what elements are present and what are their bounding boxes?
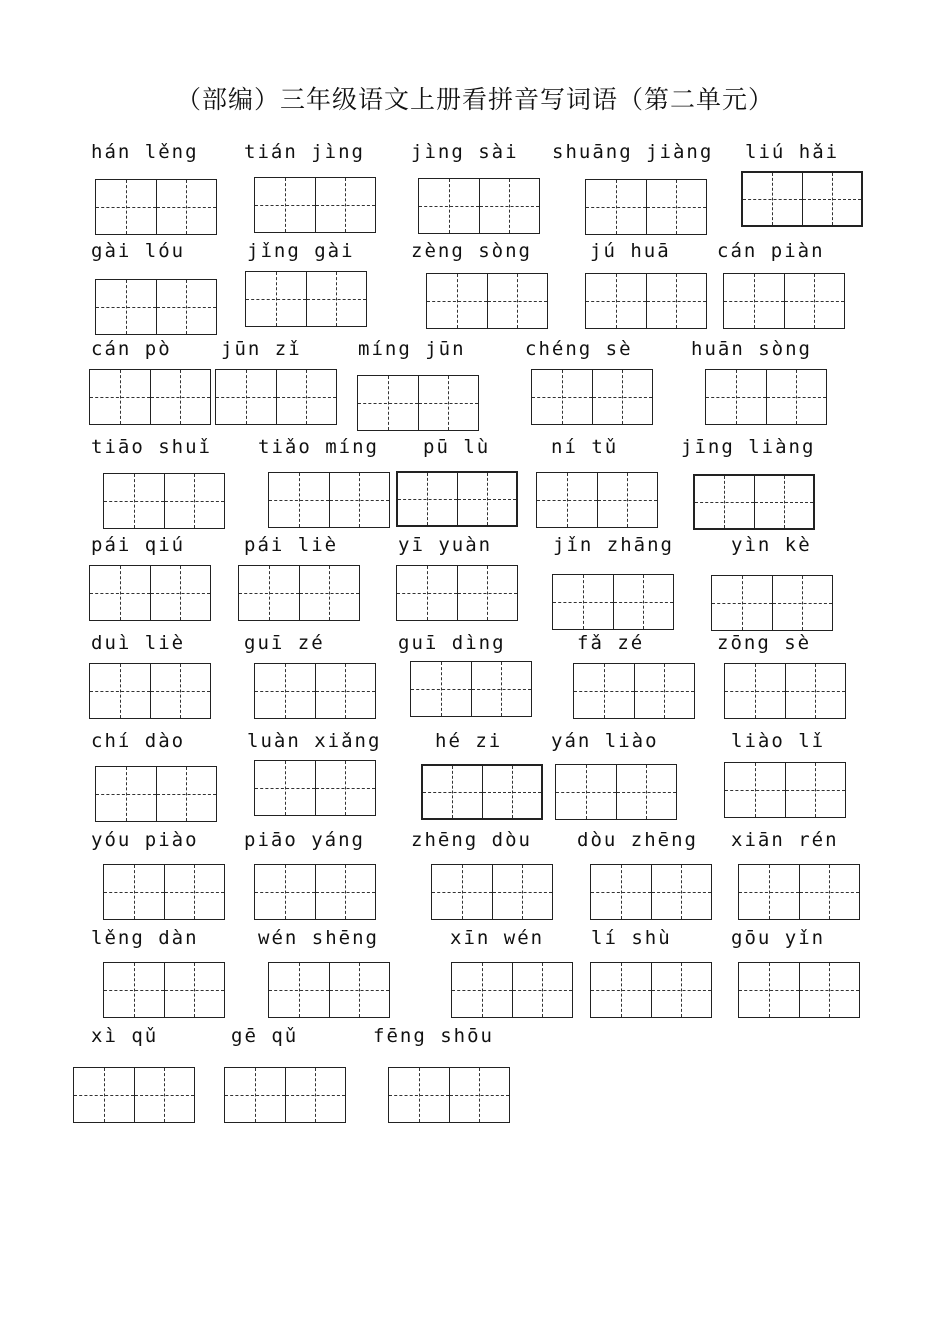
writing-grid[interactable] <box>103 473 225 529</box>
pinyin-prompt: guī dìng <box>398 632 506 654</box>
tian-cell[interactable] <box>449 1068 510 1122</box>
tian-cell[interactable] <box>634 664 695 718</box>
tian-cell[interactable] <box>411 662 471 716</box>
writing-grid[interactable] <box>555 764 677 820</box>
tian-cell[interactable] <box>457 473 517 525</box>
tian-cell[interactable] <box>225 1068 285 1122</box>
tian-cell[interactable] <box>315 178 376 232</box>
writing-grid[interactable] <box>724 762 846 818</box>
pinyin-prompt: chí dào <box>91 730 186 752</box>
tian-cell[interactable] <box>482 766 542 818</box>
pinyin-prompt: tián jìng <box>244 141 365 163</box>
pinyin-prompt: jūn zǐ <box>221 338 302 360</box>
writing-grid[interactable] <box>95 179 217 235</box>
tian-cell[interactable] <box>398 473 457 525</box>
pinyin-prompt: pái qiú <box>91 534 186 556</box>
tian-cell[interactable] <box>96 280 156 334</box>
tian-cell[interactable] <box>329 963 390 1017</box>
tian-cell[interactable] <box>452 963 512 1017</box>
tian-cell[interactable] <box>156 280 217 334</box>
tian-cell[interactable] <box>592 370 653 424</box>
tian-cell[interactable] <box>164 865 225 919</box>
pinyin-prompt: fēng shōu <box>373 1025 494 1047</box>
writing-grid[interactable] <box>224 1067 346 1123</box>
writing-grid[interactable] <box>724 663 846 719</box>
tian-cell[interactable] <box>532 370 592 424</box>
tian-cell[interactable] <box>574 664 634 718</box>
tian-cell[interactable] <box>418 376 479 430</box>
tian-cell[interactable] <box>419 179 479 233</box>
tian-cell[interactable] <box>739 963 799 1017</box>
tian-cell[interactable] <box>725 763 785 817</box>
writing-grid[interactable] <box>738 962 860 1018</box>
tian-cell[interactable] <box>695 476 754 528</box>
tian-cell[interactable] <box>134 1068 195 1122</box>
pinyin-prompt: luàn xiǎng <box>247 730 382 752</box>
pinyin-prompt: gē qǔ <box>231 1025 299 1047</box>
pinyin-prompt: guī zé <box>244 632 325 654</box>
tian-cell[interactable] <box>150 370 211 424</box>
tian-cell[interactable] <box>772 576 833 630</box>
worksheet-row <box>0 632 950 730</box>
writing-grid[interactable] <box>418 178 540 234</box>
pinyin-prompt: zhēng dòu <box>411 829 532 851</box>
tian-cell[interactable] <box>471 662 532 716</box>
tian-cell[interactable] <box>315 664 376 718</box>
tian-cell[interactable] <box>724 274 784 328</box>
tian-cell[interactable] <box>586 274 646 328</box>
writing-grid[interactable] <box>254 760 376 816</box>
writing-grid[interactable] <box>410 661 532 717</box>
writing-grid[interactable] <box>89 663 211 719</box>
writing-grid[interactable] <box>741 171 863 227</box>
tian-cell[interactable] <box>150 566 211 620</box>
tian-cell[interactable] <box>96 767 156 821</box>
worksheet-row <box>0 436 950 534</box>
tian-cell[interactable] <box>785 763 846 817</box>
writing-grid[interactable] <box>396 471 518 527</box>
tian-cell[interactable] <box>164 474 225 528</box>
writing-grid[interactable] <box>426 273 548 329</box>
pinyin-prompt: liào lǐ <box>731 730 826 752</box>
tian-cell[interactable] <box>512 963 573 1017</box>
tian-cell[interactable] <box>553 575 613 629</box>
pinyin-prompt: chéng sè <box>525 338 633 360</box>
tian-cell[interactable] <box>423 766 482 818</box>
writing-grid[interactable] <box>723 273 845 329</box>
tian-cell[interactable] <box>246 272 306 326</box>
tian-cell[interactable] <box>739 865 799 919</box>
tian-cell[interactable] <box>586 180 646 234</box>
tian-cell[interactable] <box>706 370 766 424</box>
writing-grid[interactable] <box>693 474 815 530</box>
worksheet-row <box>0 534 950 632</box>
writing-grid[interactable] <box>103 864 225 920</box>
worksheet-row <box>0 1025 950 1123</box>
tian-cell[interactable] <box>104 963 164 1017</box>
tian-cell[interactable] <box>164 963 225 1017</box>
pinyin-prompt: jǐn zhāng <box>553 534 674 556</box>
writing-grid[interactable] <box>585 179 707 235</box>
tian-cell[interactable] <box>785 664 846 718</box>
writing-grid[interactable] <box>388 1067 510 1123</box>
tian-cell[interactable] <box>479 179 540 233</box>
writing-grid[interactable] <box>268 472 390 528</box>
pinyin-prompt: cán pò <box>91 338 172 360</box>
tian-cell[interactable] <box>799 865 860 919</box>
writing-grid[interactable] <box>215 369 337 425</box>
pinyin-prompt: yán liào <box>551 730 659 752</box>
pinyin-prompt: zèng sòng <box>411 240 532 262</box>
tian-cell[interactable] <box>104 474 164 528</box>
pinyin-prompt: liú hǎi <box>745 141 840 163</box>
tian-cell[interactable] <box>329 473 390 527</box>
pinyin-prompt: fǎ zé <box>577 632 645 654</box>
tian-cell[interactable] <box>255 664 315 718</box>
pinyin-prompt: yī yuàn <box>398 534 493 556</box>
pinyin-prompt: duì liè <box>91 632 186 654</box>
tian-cell[interactable] <box>269 963 329 1017</box>
writing-grid[interactable] <box>254 177 376 233</box>
pinyin-prompt: jīng liàng <box>681 436 816 458</box>
tian-cell[interactable] <box>712 576 772 630</box>
worksheet-row <box>0 240 950 338</box>
writing-grid[interactable] <box>531 369 653 425</box>
tian-cell[interactable] <box>239 566 299 620</box>
writing-grid[interactable] <box>573 663 695 719</box>
pinyin-prompt: jǐng gài <box>247 240 355 262</box>
tian-cell[interactable] <box>591 865 651 919</box>
pinyin-prompt: lí shù <box>591 927 672 949</box>
pinyin-prompt: pái liè <box>244 534 339 556</box>
writing-grid[interactable] <box>711 575 833 631</box>
tian-cell[interactable] <box>427 274 487 328</box>
writing-grid[interactable] <box>396 565 518 621</box>
writing-grid[interactable] <box>254 864 376 920</box>
pinyin-prompt: míng jūn <box>358 338 466 360</box>
tian-cell[interactable] <box>613 575 674 629</box>
tian-cell[interactable] <box>799 963 860 1017</box>
pinyin-prompt: yìn kè <box>731 534 812 556</box>
pinyin-prompt: hán lěng <box>91 141 199 163</box>
tian-cell[interactable] <box>156 180 217 234</box>
pinyin-prompt: jìng sài <box>411 141 519 163</box>
pinyin-prompt: yóu piào <box>91 829 199 851</box>
page-title: （部编）三年级语文上册看拼音写词语（第二单元） <box>175 85 774 114</box>
tian-cell[interactable] <box>646 274 707 328</box>
tian-cell[interactable] <box>597 473 658 527</box>
tian-cell[interactable] <box>285 1068 346 1122</box>
pinyin-prompt: lěng dàn <box>91 927 199 949</box>
tian-cell[interactable] <box>315 865 376 919</box>
pinyin-prompt: wén shēng <box>258 927 379 949</box>
tian-cell[interactable] <box>216 370 276 424</box>
tian-cell[interactable] <box>96 180 156 234</box>
tian-cell[interactable] <box>104 865 164 919</box>
writing-grid[interactable] <box>431 864 553 920</box>
tian-cell[interactable] <box>802 173 862 225</box>
pinyin-prompt: dòu zhēng <box>577 829 698 851</box>
pinyin-prompt: shuāng jiàng <box>552 141 714 163</box>
writing-grid[interactable] <box>585 273 707 329</box>
worksheet-row <box>0 730 950 828</box>
pinyin-prompt: hé zi <box>435 730 503 752</box>
tian-cell[interactable] <box>299 566 360 620</box>
tian-cell[interactable] <box>269 473 329 527</box>
tian-cell[interactable] <box>156 767 217 821</box>
writing-grid[interactable] <box>357 375 479 431</box>
tian-cell[interactable] <box>651 865 712 919</box>
pinyin-prompt: jú huā <box>590 240 671 262</box>
pinyin-prompt: pū lù <box>423 436 491 458</box>
tian-cell[interactable] <box>457 566 518 620</box>
pinyin-prompt: gōu yǐn <box>731 927 826 949</box>
writing-grid[interactable] <box>254 663 376 719</box>
tian-cell[interactable] <box>358 376 418 430</box>
writing-grid[interactable] <box>451 962 573 1018</box>
writing-grid[interactable] <box>95 279 217 335</box>
tian-cell[interactable] <box>150 664 211 718</box>
writing-grid[interactable] <box>89 565 211 621</box>
writing-grid[interactable] <box>245 271 367 327</box>
worksheet-row <box>0 927 950 1025</box>
pinyin-prompt: xì qǔ <box>91 1025 159 1047</box>
pinyin-prompt: piāo yáng <box>244 829 365 851</box>
tian-cell[interactable] <box>784 274 845 328</box>
tian-cell[interactable] <box>397 566 457 620</box>
tian-cell[interactable] <box>537 473 597 527</box>
tian-cell[interactable] <box>432 865 492 919</box>
tian-cell[interactable] <box>74 1068 134 1122</box>
tian-cell[interactable] <box>725 664 785 718</box>
pinyin-prompt: xiān rén <box>731 829 839 851</box>
writing-grid[interactable] <box>421 764 543 820</box>
tian-cell[interactable] <box>389 1068 449 1122</box>
tian-cell[interactable] <box>754 476 814 528</box>
worksheet-row <box>0 829 950 927</box>
worksheet-row <box>0 338 950 436</box>
tian-cell[interactable] <box>276 370 337 424</box>
tian-cell[interactable] <box>616 765 677 819</box>
writing-grid[interactable] <box>95 766 217 822</box>
tian-cell[interactable] <box>646 180 707 234</box>
pinyin-prompt: tiǎo míng <box>258 436 379 458</box>
tian-cell[interactable] <box>306 272 367 326</box>
tian-cell[interactable] <box>315 761 376 815</box>
writing-grid[interactable] <box>268 962 390 1018</box>
tian-cell[interactable] <box>255 761 315 815</box>
pinyin-prompt: xīn wén <box>450 927 545 949</box>
tian-cell[interactable] <box>255 865 315 919</box>
pinyin-prompt: zōng sè <box>717 632 812 654</box>
pinyin-prompt: ní tǔ <box>551 436 619 458</box>
writing-grid[interactable] <box>590 864 712 920</box>
writing-grid[interactable] <box>536 472 658 528</box>
tian-cell[interactable] <box>743 173 802 225</box>
writing-grid[interactable] <box>738 864 860 920</box>
pinyin-prompt: cán piàn <box>717 240 825 262</box>
tian-cell[interactable] <box>492 865 553 919</box>
tian-cell[interactable] <box>255 178 315 232</box>
tian-cell[interactable] <box>90 370 150 424</box>
writing-grid[interactable] <box>552 574 674 630</box>
writing-grid[interactable] <box>238 565 360 621</box>
tian-cell[interactable] <box>556 765 616 819</box>
tian-cell[interactable] <box>90 566 150 620</box>
tian-cell[interactable] <box>766 370 827 424</box>
pinyin-prompt: gài lóu <box>91 240 186 262</box>
writing-grid[interactable] <box>89 369 211 425</box>
writing-grid[interactable] <box>103 962 225 1018</box>
writing-grid[interactable] <box>705 369 827 425</box>
tian-cell[interactable] <box>90 664 150 718</box>
tian-cell[interactable] <box>591 963 651 1017</box>
tian-cell[interactable] <box>487 274 548 328</box>
writing-grid[interactable] <box>590 962 712 1018</box>
tian-cell[interactable] <box>651 963 712 1017</box>
writing-grid[interactable] <box>73 1067 195 1123</box>
pinyin-prompt: tiāo shuǐ <box>91 436 212 458</box>
worksheet-row <box>0 141 950 239</box>
pinyin-prompt: huān sòng <box>691 338 812 360</box>
